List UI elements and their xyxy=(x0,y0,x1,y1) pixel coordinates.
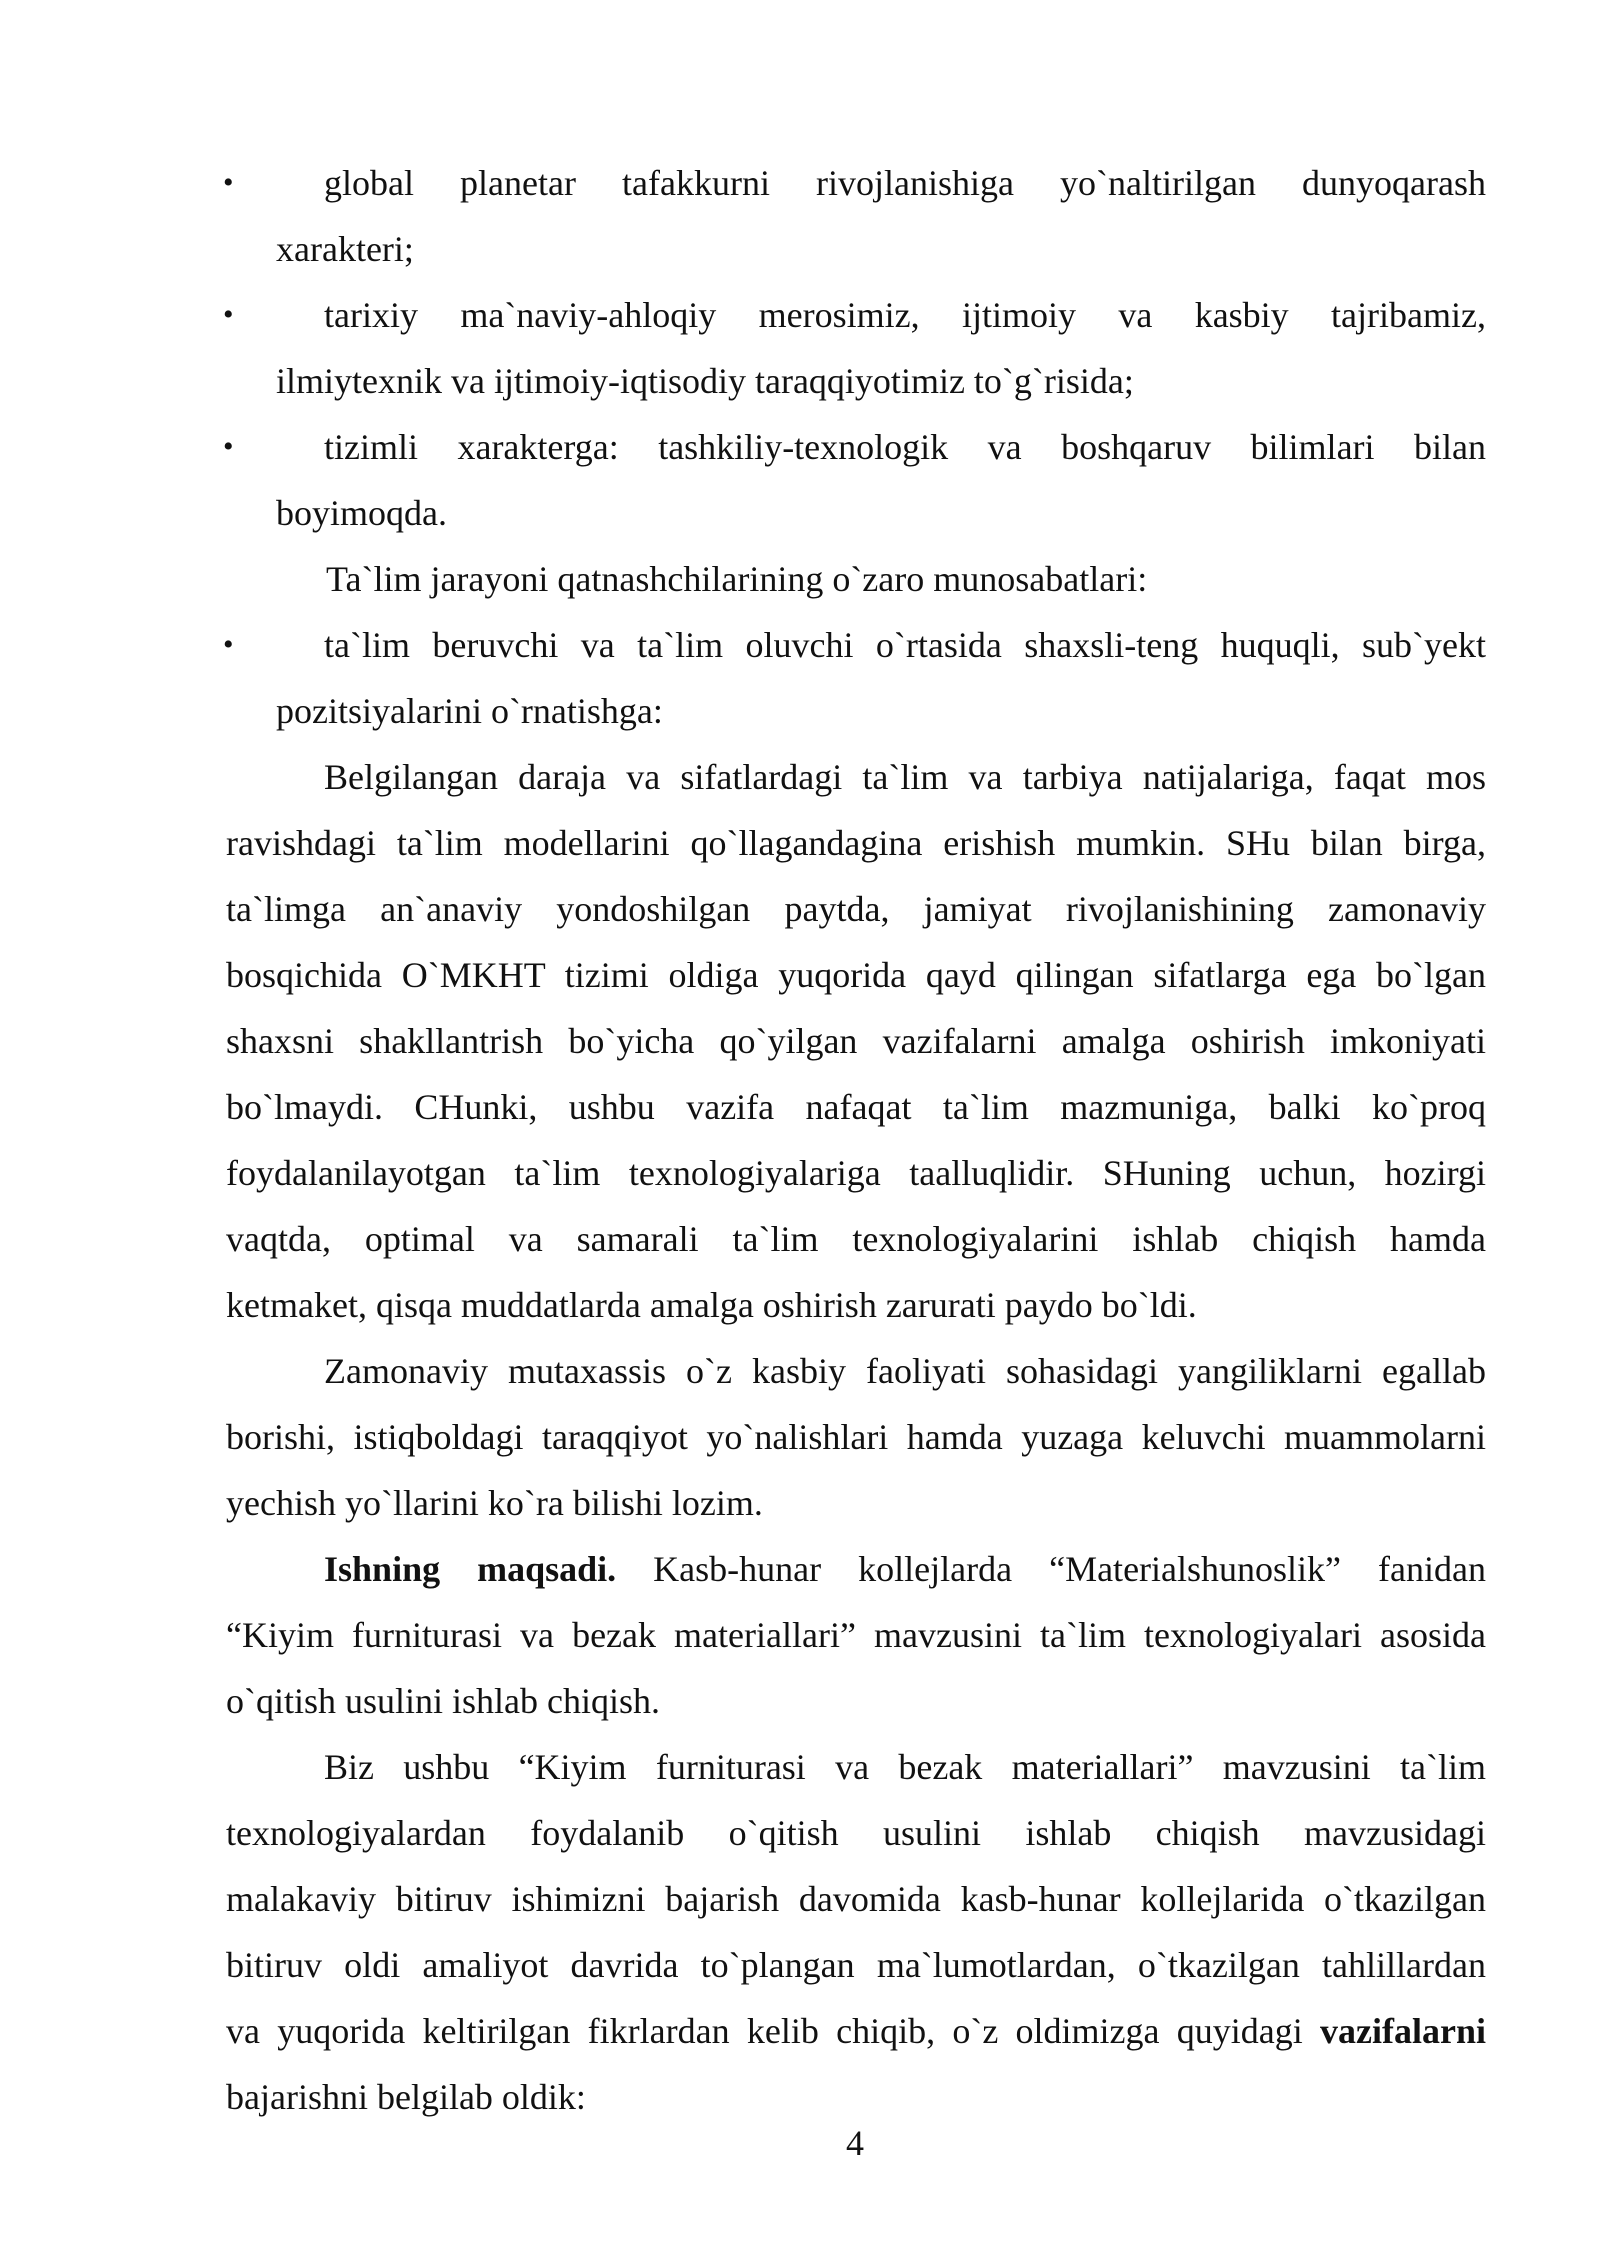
paragraph-3-line-3: o`qitish usulini ishlab chiqish. xyxy=(226,1681,661,1721)
bullet-item-3-text-2: boyimoqda. xyxy=(276,493,447,533)
paragraph-1-line: vaqtda, optimal va samarali ta`lim texnologiyalarini ishlab chiqish hamda xyxy=(226,1219,1486,1259)
paragraph-1-line: bosqichida O`MKHT tizimi oldiga yuqorida qayd qilingan sifatlarga ega bo`lgan xyxy=(226,955,1486,995)
paragraph-4-line-5 xyxy=(226,1998,1486,2064)
bullet-item-1-text-1: global planetar tafakkurni rivojlanishiga yo`naltirilgan dunyoqarash xyxy=(324,163,1486,203)
goal-label: Ishning maqsadi. xyxy=(324,1549,617,1589)
subheading xyxy=(226,546,1486,612)
bullet-item-3-text-1: tizimli xarakterga: tashkiliy-texnologik va boshqaruv bilimlari bilan xyxy=(324,427,1486,467)
bullet-item-2-text-2: ilmiytexnik va ijtimoiy-iqtisodiy taraqqiyotimiz to`g`risida; xyxy=(276,361,1134,401)
paragraph-1-line: ketmaket, qisqa muddatlarda amalga oshirish zarurati paydo bo`ldi. xyxy=(226,1285,1197,1325)
bullet-item-3-line-2 xyxy=(226,480,1486,546)
bullet-item-4-text-1: ta`lim beruvchi va ta`lim oluvchi o`rtasida shaxsli-teng huquqli, sub`yekt xyxy=(324,625,1486,665)
bullet-symbol: • xyxy=(223,628,234,661)
bullet-item-4-text-2: pozitsiyalarini o`rnatishga: xyxy=(276,691,663,731)
bullet-item-2-line-2 xyxy=(226,348,1486,414)
paragraph-1-line: Belgilangan daraja va sifatlardagi ta`lim va tarbiya natijalariga, faqat mos xyxy=(324,757,1486,797)
bullet-item-2-line-1 xyxy=(223,282,1486,348)
page-number: 4 xyxy=(846,2123,864,2163)
bullet-item-1-line-2 xyxy=(226,216,1486,282)
bullet-symbol: • xyxy=(223,298,234,331)
paragraph-4-line-1: Biz ushbu “Kiyim furniturasi va bezak materiallari” mavzusini ta`lim xyxy=(324,1747,1486,1787)
subheading-text: Ta`lim jarayoni qatnashchilarining o`zaro munosabatlari: xyxy=(326,559,1148,599)
tasks-intro-text: va yuqorida keltirilgan fikrlardan kelib chiqib, o`z oldimizga quyidagi xyxy=(226,2011,1321,2051)
paragraph-4-line-6: bajarishni belgilab oldik: xyxy=(226,2077,586,2117)
paragraph-4-line-2: texnologiyalardan foydalanib o`qitish usulini ishlab chiqish mavzusidagi xyxy=(226,1813,1486,1853)
bullet-symbol: • xyxy=(223,166,234,199)
bullet-item-3-line-1 xyxy=(223,414,1486,480)
paragraph-1-line: shaxsni shakllantrish bo`yicha qo`yilgan vazifalarni amalga oshirish imkoniyati xyxy=(226,1021,1486,1061)
paragraph-3-line-2: “Kiyim furniturasi va bezak materiallari” mavzusini ta`lim texnologiyalari asosida xyxy=(226,1615,1486,1655)
paragraph-1-line: foydalanilayotgan ta`lim texnologiyalariga taalluqlidir. SHuning uchun, hozirgi xyxy=(226,1153,1486,1193)
paragraph-4-line-4: bitiruv oldi amaliyot davrida to`plangan ma`lumotlardan, o`tkazilgan tahlillardan xyxy=(226,1945,1486,1985)
document-page xyxy=(223,150,1486,2130)
paragraph-2-line: borishi, istiqboldagi taraqqiyot yo`nalishlari hamda yuzaga keluvchi muammolarni xyxy=(226,1417,1486,1457)
paragraph-2-line: Zamonaviy mutaxassis o`z kasbiy faoliyati sohasidagi yangiliklarni egallab xyxy=(324,1351,1486,1391)
bullet-item-4-line-1 xyxy=(223,612,1486,678)
paragraph-1-line: bo`lmaydi. CHunki, ushbu vazifa nafaqat ta`lim mazmuniga, balki ko`proq xyxy=(226,1087,1486,1127)
paragraph-1-line: ravishdagi ta`lim modellarini qo`llagandagina erishish mumkin. SHu bilan birga, xyxy=(226,823,1486,863)
tasks-label: vazifalarni xyxy=(1320,2011,1486,2051)
paragraph-4-line-3: malakaviy bitiruv ishimizni bajarish davomida kasb-hunar kollejlarida o`tkazilgan xyxy=(226,1879,1486,1919)
paragraph-2-line: yechish yo`llarini ko`ra bilishi lozim. xyxy=(226,1483,763,1523)
bullet-item-2-text-1: tarixiy ma`naviy-ahloqiy merosimiz, ijtimoiy va kasbiy tajribamiz, xyxy=(324,295,1486,335)
paragraph-3-line-1 xyxy=(226,1536,1486,1602)
bullet-item-4-line-2 xyxy=(226,678,1486,744)
bullet-item-1-line-1 xyxy=(223,150,1486,216)
goal-text: Kasb-hunar kollejlarda “Materialshunoslik” fanidan xyxy=(616,1549,1486,1589)
bullet-item-1-text-2: xarakteri; xyxy=(276,229,414,269)
bullet-symbol: • xyxy=(223,430,234,463)
paragraph-1-line: ta`limga an`anaviy yondoshilgan paytda, jamiyat rivojlanishining zamonaviy xyxy=(226,889,1486,929)
